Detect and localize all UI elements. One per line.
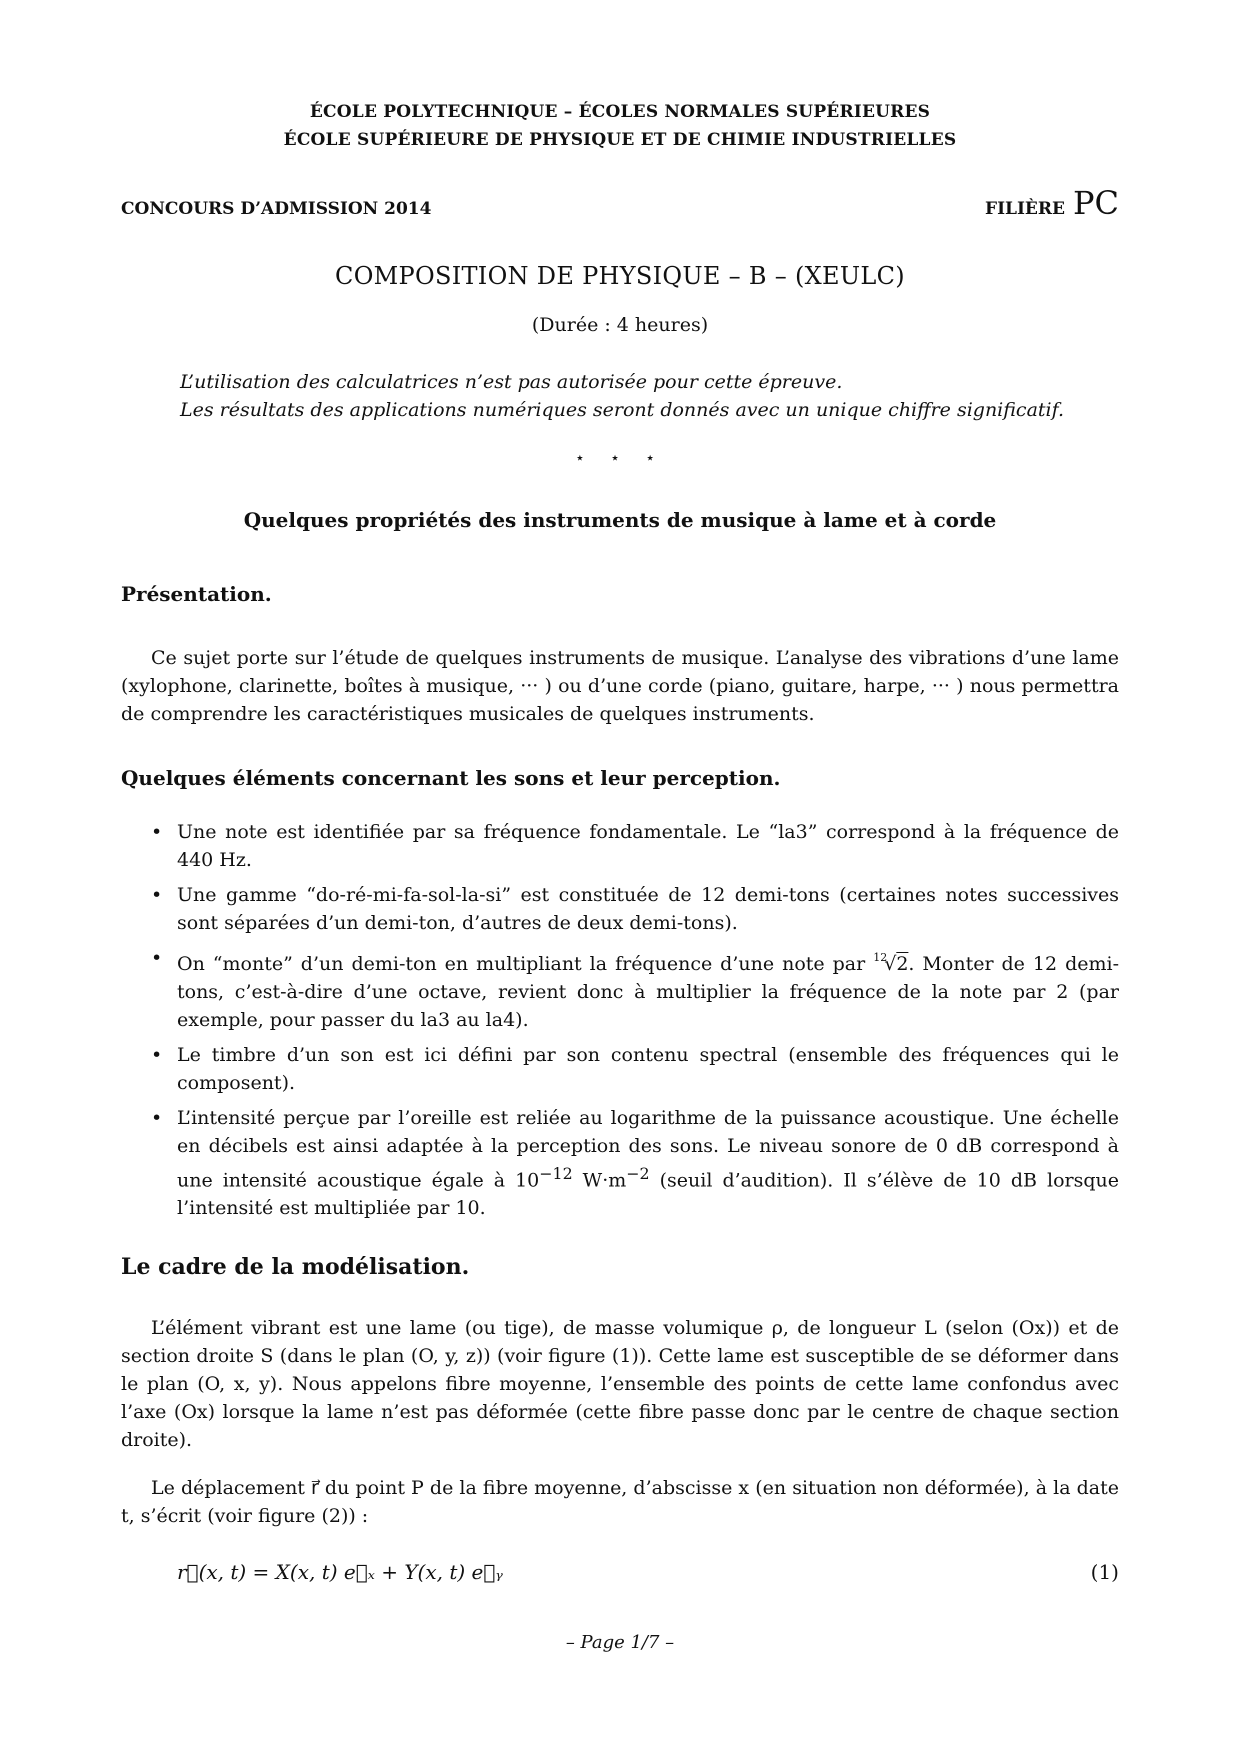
filiere-value: PC — [1072, 184, 1119, 222]
concours-label: CONCOURS D’ADMISSION 2014 — [121, 199, 432, 219]
presentation-heading: Présentation. — [121, 582, 272, 606]
filiere-label: FILIÈRE — [985, 199, 1065, 219]
bullet-intensite-unit: W·m — [572, 1169, 627, 1192]
equation-1 — [177, 1560, 1119, 1584]
list-item — [121, 881, 1119, 937]
equation-expression: r⃗(x, t) = X(x, t) e⃗ₓ + Y(x, t) e⃗ᵧ — [177, 1560, 503, 1584]
exam-instructions — [180, 368, 1080, 424]
exam-title: COMPOSITION DE PHYSIQUE – B – (XEULC) — [335, 262, 905, 290]
equation-number: (1) — [1090, 1560, 1119, 1584]
bullet-intensite-before: L’intensité perçue par l’oreille est reliée au logarithme de la puissance acoustique. Une échelle en décibels est ainsi adaptée à la perception des sons. Le niveau sonore de 0 dB correspond à une intensité acoustique égale à 10 — [177, 1107, 1119, 1192]
modelisation-para2: Le déplacement r⃗ du point P de la fibre moyenne, d’abscisse x (en situation non déformée), à la date t, s’écrit (voir figure (2)) : — [121, 1477, 1119, 1527]
page-number: – Page 1/7 – — [565, 1632, 675, 1653]
bullet-demi-ton-before: On “monte” d’un demi-ton en multipliant la fréquence d’une note par — [177, 953, 874, 975]
root-value: 2 — [896, 953, 909, 975]
bullet-timbre: Le timbre d’un son est ici défini par son contenu spectral (ensemble des fréquences qui le composent). — [177, 1044, 1119, 1094]
modelisation-heading: Le cadre de la modélisation. — [121, 1254, 470, 1280]
modelisation-para1: L’élément vibrant est une lame (ou tige), de masse volumique ρ, de longueur L (selon (Ox)) et de section droite S (dans le plan (O, y, z)) (voir figure (1)). Cette lame est susceptible de se déformer dans le plan (O, x, y). Nous appelons fibre moyenne, l’ensemble des points de cette lame confondus avec l’axe (Ox) lorsque la lame n’est pas déformée (cette fibre passe donc par le centre de chaque section droite). — [121, 1317, 1119, 1451]
list-item — [121, 944, 1119, 1034]
instruction-significant-digits: Les résultats des applications numériques seront donnés avec un unique chiffre significatif. — [180, 399, 1065, 421]
bullet-gamme: Une gamme “do-ré-mi-fa-sol-la-si” est constituée de 12 demi-tons (certaines notes successives sont séparées d’un demi-ton, d’autres de deux demi-tons). — [177, 884, 1119, 934]
concours-row — [121, 184, 1119, 222]
list-item — [121, 818, 1119, 874]
presentation-text: Ce sujet porte sur l’étude de quelques instruments de musique. L’analyse des vibrations d’une lame (xylophone, clarinette, boîtes à musique, ··· ) ou d’une corde (piano, guitare, harpe, ··· ) nous permettra de comprendre les caractéristiques musicales de quelques instruments. — [121, 647, 1119, 725]
separator-stars: ⋆ ⋆ ⋆ — [574, 448, 666, 467]
list-item — [121, 1104, 1119, 1222]
instruction-calculators: L’utilisation des calculatrices n’est pas autorisée pour cette épreuve. — [180, 371, 843, 393]
school-header-line1: ÉCOLE POLYTECHNIQUE – ÉCOLES NORMALES SUPÉRIEURES — [309, 102, 931, 122]
bullet-la3: Une note est identifiée par sa fréquence fondamentale. Le “la3” correspond à la fréquence de 440 Hz. — [177, 821, 1119, 871]
sons-heading: Quelques éléments concernant les sons et leur perception. — [121, 766, 781, 790]
sons-list — [121, 818, 1119, 1229]
school-header — [0, 98, 1240, 154]
root-index: 12 — [873, 951, 888, 964]
bullet-demi-ton-after: . Monter de 12 demi-tons, c’est-à-dire d’une octave, revient donc à multiplier la fréquence de la note par 2 (par exemple, pour passer du la3 au la4). — [177, 953, 1119, 1031]
school-header-line2: ÉCOLE SUPÉRIEURE DE PHYSIQUE ET DE CHIMIE INDUSTRIELLES — [283, 130, 957, 150]
list-item — [121, 1041, 1119, 1097]
filiere — [985, 184, 1119, 222]
exponent-area: −2 — [626, 1164, 650, 1183]
bullet-intensite-after: (seuil d’audition). Il s’élève de 10 dB lorsque l’intensité est multipliée par 10. — [177, 1169, 1119, 1220]
exam-duration: (Durée : 4 heures) — [531, 314, 709, 336]
exponent-intensity: −12 — [539, 1164, 573, 1183]
subject-title: Quelques propriétés des instruments de musique à lame et à corde — [243, 508, 997, 532]
root-symbol: √ — [884, 953, 897, 975]
